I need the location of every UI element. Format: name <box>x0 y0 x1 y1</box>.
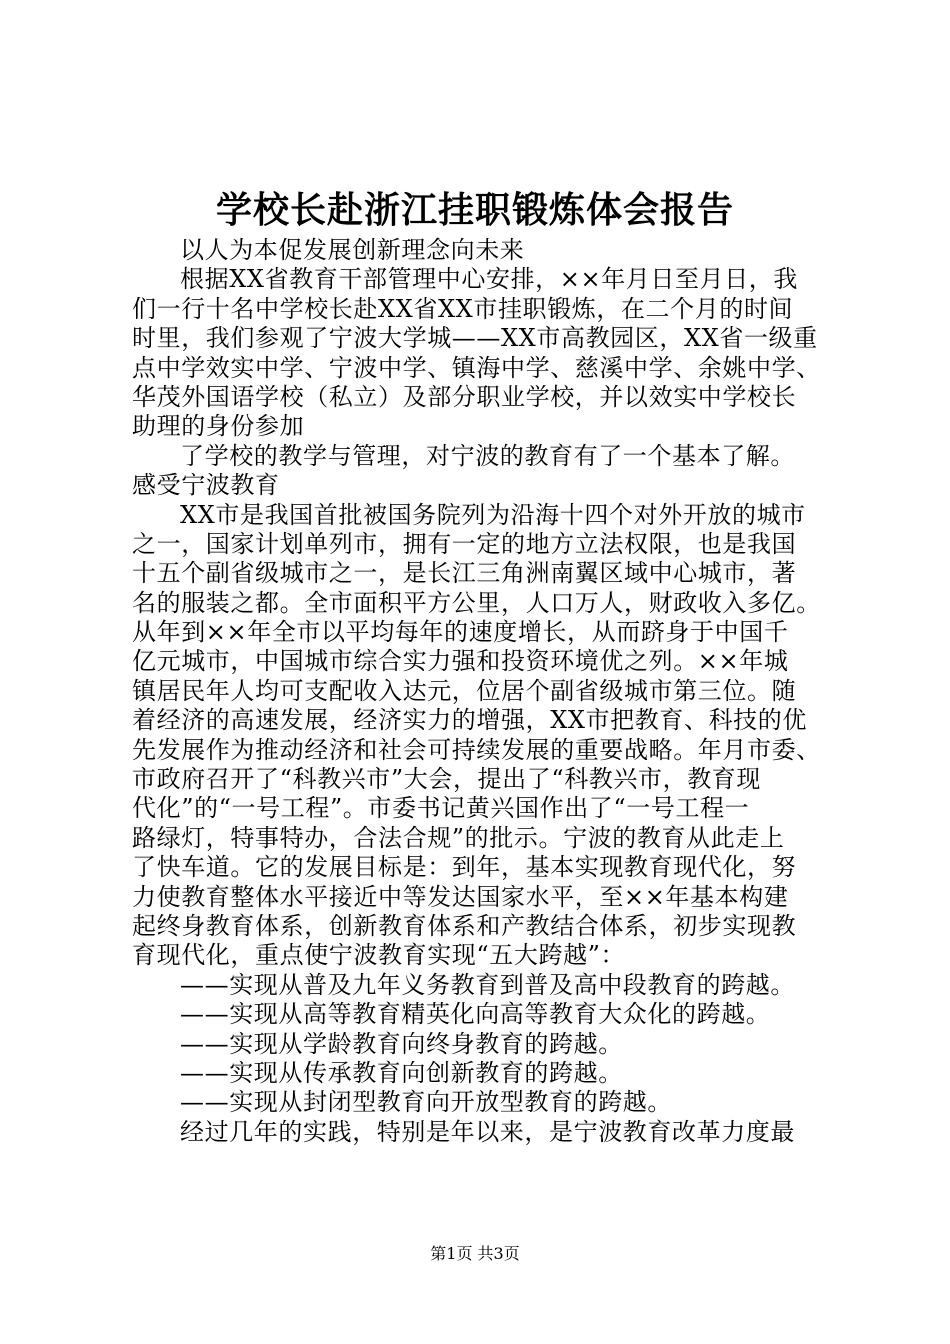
text-line: 市政府召开了“科教兴市”大会，提出了“科教兴市，教育现 <box>132 765 762 794</box>
document-title: 学校长赴浙江挂职锻炼体会报告 <box>215 189 734 231</box>
text-line: 着经济的高速发展，经济实力的增强，XX市把教育、科技的优 <box>132 706 807 735</box>
text-line: ——实现从传承教育向创新教育的跨越。 <box>180 1058 623 1087</box>
text-line: 力使教育整体水平接近中等发达国家水平，至××年基本构建 <box>132 882 789 911</box>
text-line: 经过几年的实践，特别是年以来，是宁波教育改革力度最 <box>180 1117 795 1146</box>
page-footer: 第1页 共3页 <box>430 1244 520 1263</box>
text-line: 镇居民年人均可支配收入达元，位居个副省级城市第三位。随 <box>132 676 797 705</box>
text-line: 之一，国家计划单列市，拥有一定的地方立法权限，也是我国 <box>132 529 797 558</box>
text-line: ——实现从高等教育精英化向高等教育大众化的跨越。 <box>180 1000 771 1029</box>
text-line: 根据XX省教育干部管理中心安排，××年月日至月日，我 <box>180 265 798 294</box>
text-line: 十五个副省级城市之一，是长江三角洲南翼区域中心城市，著 <box>132 559 797 588</box>
text-line: 亿元城市，中国城市综合实力强和投资环境优之列。××年城 <box>132 647 789 676</box>
text-line: 点中学效实中学、宁波中学、镇海中学、慈溪中学、余姚中学、 <box>132 353 821 382</box>
text-line: 路绿灯，特事特办，合法合规”的批示。宁波的教育从此走上 <box>132 823 785 852</box>
text-line: 起终身教育体系，创新教育体系和产教结合体系，初步实现教 <box>132 911 797 940</box>
text-line: 时里，我们参观了宁波大学城——XX市高教园区，XX省一级重 <box>132 324 818 353</box>
text-line: 以人为本促发展创新理念向未来 <box>180 236 525 264</box>
text-line: 了快车道。它的发展目标是：到年，基本实现教育现代化，努 <box>132 853 797 882</box>
text-line: XX市是我国首批被国务院列为沿海十四个对外开放的城市 <box>180 500 806 529</box>
text-line: 代化”的“一号工程”。市委书记黄兴国作出了“一号工程一 <box>132 794 750 823</box>
text-line: ——实现从普及九年义务教育到普及高中段教育的跨越。 <box>180 970 795 999</box>
text-line: 名的服装之都。全市面积平方公里，人口万人，财政收入多亿。 <box>132 588 821 617</box>
document-body <box>132 236 832 1147</box>
text-line: 华茂外国语学校（私立）及部分职业学校，并以效实中学校长 <box>132 382 797 411</box>
text-line: 感受宁波教育 <box>132 471 280 500</box>
text-line: 了学校的教学与管理，对宁波的教育有了一个基本了解。 <box>180 441 795 470</box>
text-line: 先发展作为推动经济和社会可持续发展的重要战略。年月市委、 <box>132 735 821 764</box>
text-line: 从年到××年全市以平均每年的速度增长，从而跻身于中国千 <box>132 618 789 647</box>
text-line: 育现代化，重点使宁波教育实现“五大跨越”： <box>132 941 626 970</box>
text-line: ——实现从学龄教育向终身教育的跨越。 <box>180 1029 623 1058</box>
text-line: 们一行十名中学校长赴XX省XX市挂职锻炼，在二个月的时间 <box>132 294 794 323</box>
text-line: ——实现从封闭型教育向开放型教育的跨越。 <box>180 1088 672 1117</box>
text-line: 助理的身份参加 <box>132 412 305 441</box>
